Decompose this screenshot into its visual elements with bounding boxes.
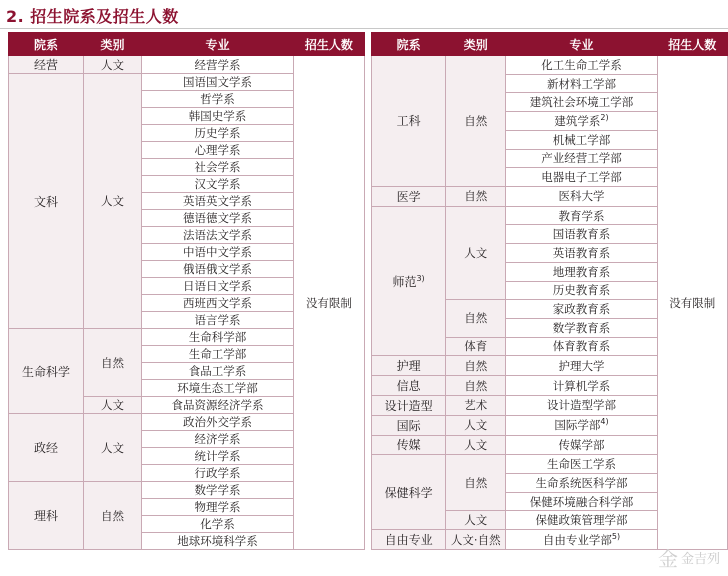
cell-major: 家政教育系 <box>506 300 657 319</box>
col-header-major: 专业 <box>142 33 294 56</box>
cell-major: 建筑学系$^{2)}$ <box>506 112 657 131</box>
cell-major: 机械工学部 <box>506 130 657 149</box>
cell-major: 保健政策管理学部 <box>506 511 657 530</box>
cell-major: 产业经营工学部 <box>506 149 657 168</box>
cell-category: 人文 <box>446 206 506 300</box>
cell-dept: 信息 <box>372 376 446 396</box>
cell-major: 化工生命工学系 <box>506 56 657 75</box>
cell-major: 俄语俄文学系 <box>142 261 294 278</box>
cell-major: 国语国文学系 <box>142 74 294 91</box>
cell-major: 生命医工学系 <box>506 455 657 474</box>
cell-category: 自然 <box>446 186 506 206</box>
cell-dept: 生命科学 <box>9 329 84 414</box>
cell-dept: 医学 <box>372 186 446 206</box>
table-header-row <box>372 33 728 56</box>
cell-dept: 政经 <box>9 414 84 482</box>
cell-dept: 经营 <box>9 56 84 74</box>
cell-dept: 设计造型 <box>372 395 446 415</box>
cell-major: 英语英文学系 <box>142 193 294 210</box>
right-admissions-table <box>371 32 728 550</box>
cell-major: 政治外交学系 <box>142 414 294 431</box>
cell-major: 历史教育系 <box>506 281 657 300</box>
cell-major: 法语法文学系 <box>142 227 294 244</box>
cell-category: 自然 <box>446 455 506 511</box>
cell-category: 自然 <box>83 329 141 397</box>
cell-major: 经济学系 <box>142 431 294 448</box>
cell-dept: 护理 <box>372 356 446 376</box>
cell-major: 自由专业学部$^{5)}$ <box>506 530 657 550</box>
cell-major: 传媒学部 <box>506 435 657 455</box>
left-admissions-table <box>8 32 365 550</box>
cell-major: 化学系 <box>142 516 294 533</box>
watermark-label: 金吉列 <box>680 552 720 567</box>
cell-dept: 自由专业 <box>372 530 446 550</box>
cell-major: 保健环境融合科学部 <box>506 492 657 511</box>
cell-major: 生命工学部 <box>142 346 294 363</box>
cell-dept: 传媒 <box>372 435 446 455</box>
cell-major: 历史学系 <box>142 125 294 142</box>
table-row <box>9 56 365 74</box>
cell-category: 人文 <box>83 56 141 74</box>
cell-category: 自然 <box>446 300 506 337</box>
cell-major: 英语教育系 <box>506 244 657 263</box>
cell-major: 哲学系 <box>142 91 294 108</box>
cell-category: 人文 <box>446 511 506 530</box>
cell-major: 计算机学系 <box>506 376 657 396</box>
cell-category: 人文·自然 <box>446 530 506 550</box>
cell-major: 日语日文学系 <box>142 278 294 295</box>
cell-major: 环境生态工学部 <box>142 380 294 397</box>
cell-category: 自然 <box>446 56 506 187</box>
cell-major: 地理教育系 <box>506 262 657 281</box>
cell-category: 人文 <box>83 397 141 414</box>
cell-major: 设计造型学部 <box>506 395 657 415</box>
cell-major: 汉文学系 <box>142 176 294 193</box>
cell-category: 人文 <box>446 415 506 435</box>
cell-quota: 没有限制 <box>293 56 364 550</box>
watermark <box>658 543 720 572</box>
cell-major: 心理学系 <box>142 142 294 159</box>
cell-major: 建筑社会环境工学部 <box>506 93 657 112</box>
col-header-quota: 招生人数 <box>657 33 727 56</box>
cell-category: 艺术 <box>446 395 506 415</box>
cell-major: 中语中文学系 <box>142 244 294 261</box>
cell-major: 德语德文学系 <box>142 210 294 227</box>
cell-major: 统计学系 <box>142 448 294 465</box>
cell-category: 人文 <box>83 414 141 482</box>
cell-category: 自然 <box>446 356 506 376</box>
col-header-dept: 院系 <box>372 33 446 56</box>
cell-major: 地球环境科学系 <box>142 533 294 550</box>
cell-major: 行政学系 <box>142 465 294 482</box>
cell-major: 数学教育系 <box>506 318 657 337</box>
cell-dept: 理科 <box>9 482 84 550</box>
cell-dept: 工科 <box>372 56 446 187</box>
table-row <box>372 56 728 75</box>
cell-category: 人文 <box>446 435 506 455</box>
cell-dept: 师范$^{3)}$ <box>372 206 446 356</box>
cell-quota: 没有限制 <box>657 56 727 550</box>
cell-major: 语言学系 <box>142 312 294 329</box>
cell-category: 自然 <box>83 482 141 550</box>
cell-major: 社会学系 <box>142 159 294 176</box>
cell-dept: 文科 <box>9 74 84 329</box>
cell-major: 西班西文学系 <box>142 295 294 312</box>
cell-category: 体育 <box>446 337 506 356</box>
cell-dept: 保健科学 <box>372 455 446 530</box>
col-header-category: 类别 <box>446 33 506 56</box>
cell-major: 体育教育系 <box>506 337 657 356</box>
cell-major: 物理学系 <box>142 499 294 516</box>
cell-major: 国际学部$^{4)}$ <box>506 415 657 435</box>
cell-major: 韩国史学系 <box>142 108 294 125</box>
cell-category: 人文 <box>83 74 141 329</box>
page-title: 2. 招生院系及招生人数 <box>6 7 179 26</box>
cell-category: 自然 <box>446 376 506 396</box>
cell-major: 数学学系 <box>142 482 294 499</box>
cell-major: 教育学系 <box>506 206 657 225</box>
cell-major: 生命系统医科学部 <box>506 474 657 493</box>
cell-major: 食品工学系 <box>142 363 294 380</box>
title-divider <box>0 28 728 29</box>
table-header-row <box>9 33 365 56</box>
cell-major: 电器电子工学部 <box>506 168 657 187</box>
cell-major: 国语教育系 <box>506 225 657 244</box>
cell-major: 护理大学 <box>506 356 657 376</box>
col-header-quota: 招生人数 <box>293 33 364 56</box>
cell-major: 经营学系 <box>142 56 294 74</box>
col-header-major: 专业 <box>506 33 657 56</box>
watermark-icon: 金 <box>657 547 678 571</box>
col-header-category: 类别 <box>83 33 141 56</box>
col-header-dept: 院系 <box>9 33 84 56</box>
cell-dept: 国际 <box>372 415 446 435</box>
cell-major: 生命科学部 <box>142 329 294 346</box>
admissions-tables <box>8 32 728 550</box>
cell-major: 医科大学 <box>506 186 657 206</box>
cell-major: 食品资源经济学系 <box>142 397 294 414</box>
cell-major: 新材料工学部 <box>506 74 657 93</box>
